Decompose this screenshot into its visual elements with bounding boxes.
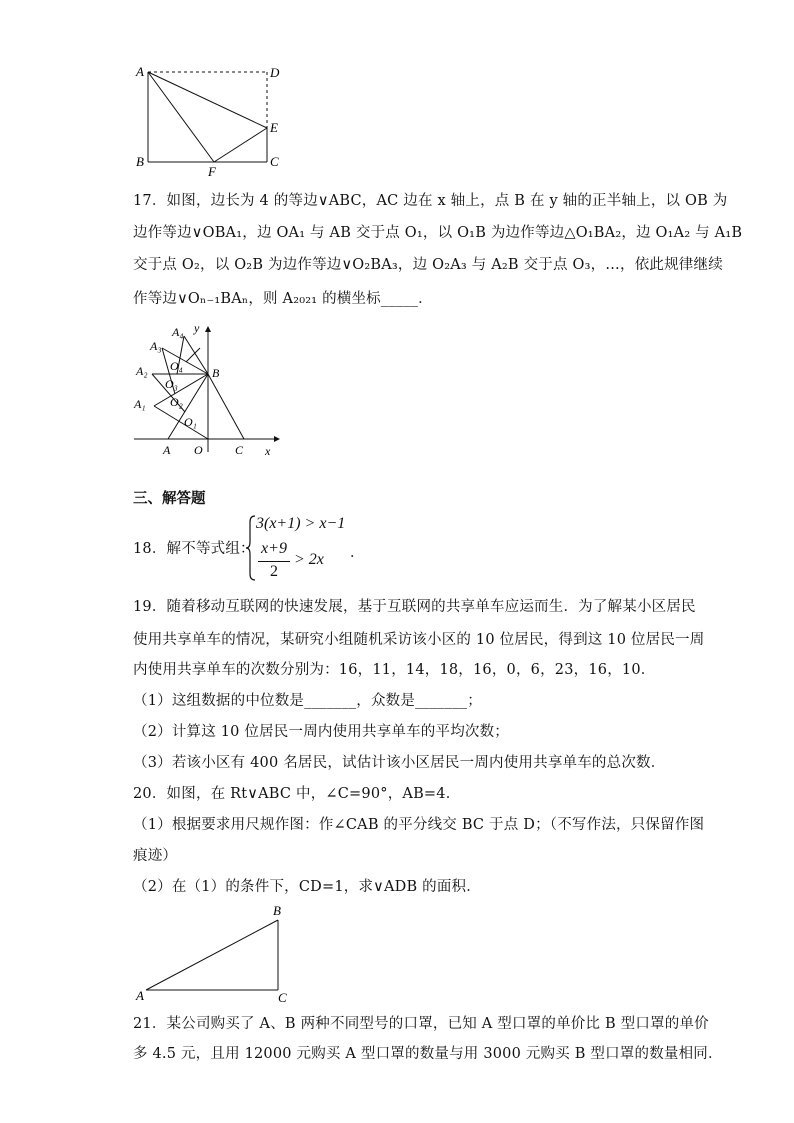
inequality-2-rest: > 2x <box>294 551 324 568</box>
q20-part-2: （2）在（1）的条件下，CD=1，求∨ADB 的面积． <box>133 879 481 895</box>
label-E: E <box>270 120 278 135</box>
label-A: A <box>136 988 144 1003</box>
q21-line-1: 21．某公司购买了 A、B 两种不同型号的口罩，已知 A 型口罩的单价比 B 型口罩的单价 <box>133 1016 709 1032</box>
label-B: B <box>273 903 281 918</box>
q19-line-1: 19．随着移动互联网的快速发展，基于互联网的共享单车应运而生．为了解某小区居民 <box>133 599 696 615</box>
label-D: D <box>270 65 280 80</box>
q21-line-2: 多 4.5 元，且用 12000 元购买 A 型口罩的数量与用 3000 元购买 B 型口罩的数量相同． <box>133 1046 723 1062</box>
q19-part-1: （1）这组数据的中位数是_______，众数是_______； <box>133 693 482 709</box>
label-O3: O₃ <box>165 377 178 391</box>
label-O: O <box>194 443 203 457</box>
q19-line-2: 使用共享单车的情况，某研究小组随机采访该小区的 10 位居民，得到这 10 位居民一周 <box>133 632 705 648</box>
section-heading: 三、解答题 <box>133 490 206 507</box>
q19-line-3: 内使用共享单车的次数分别为：16，11，14，18，16，0，6，23，16，10． <box>133 662 656 678</box>
equilateral-triangles-figure <box>128 318 288 466</box>
right-triangle-figure <box>130 900 300 1008</box>
fraction-denominator: 2 <box>270 563 278 580</box>
label-A: A <box>136 64 144 79</box>
label-A4: A₄ <box>172 325 184 339</box>
label-A2: A₂ <box>136 364 148 378</box>
label-A: A <box>163 443 171 457</box>
label-B: B <box>212 366 220 380</box>
q20-part-1-cont: 痕迹） <box>133 848 178 864</box>
label-C: C <box>235 443 244 457</box>
q20-part-1: （1）根据要求用尺规作图：作∠CAB 的平分线交 BC 于点 D；（不写作法，只保留作图 <box>133 817 705 833</box>
label-A3: A₃ <box>150 339 162 353</box>
label-O1: O₁ <box>184 415 197 429</box>
fraction-numerator: x+9 <box>261 540 287 557</box>
q17-line-3: 交于点 O₂，以 O₂B 为边作等边∨O₂BA₃，边 O₂A₃ 与 A₂B 交于点 O₃，…，依此规律继续 <box>133 257 723 273</box>
q17-line-4: 作等边∨Oₙ₋₁BAₙ，则 A₂₀₂₁ 的横坐标_____． <box>133 291 433 307</box>
q18-suffix: ． <box>350 545 365 561</box>
q18-prefix: 18．解不等式组： <box>133 541 255 557</box>
q19-part-3: （3）若该小区有 400 名居民，试估计该小区居民一周内使用共享单车的总次数． <box>133 755 666 771</box>
q20-line-1: 20．如图，在 Rt∨ABC 中，∠C=90°，AB=4． <box>133 786 461 802</box>
label-x: x <box>265 444 271 458</box>
label-O4: O₄ <box>170 359 183 373</box>
q19-part-2: （2）计算这 10 位居民一周内使用共享单车的平均次数； <box>133 724 509 740</box>
fraction-bar <box>258 561 290 562</box>
label-C: C <box>270 154 279 169</box>
label-F: F <box>208 164 216 178</box>
q17-line-1: 17．如图，边长为 4 的等边∨ABC，AC 边在 x 轴上，点 B 在 y 轴的正半轴上，以 OB 为 <box>133 193 728 209</box>
label-y: y <box>194 321 200 335</box>
label-A1: A₁ <box>134 397 146 411</box>
inequality-1: 3(x+1) > x−1 <box>256 515 346 532</box>
rectangle-fold-figure <box>130 60 290 178</box>
label-B: B <box>136 154 144 169</box>
label-C: C <box>278 990 287 1005</box>
label-O2: O₂ <box>170 395 183 409</box>
q17-line-2: 边作等边∨OBA₁，边 OA₁ 与 AB 交于点 O₁，以 O₁B 为边作等边△O₁BA₂，边 O₁A₂ 与 A₁B <box>133 225 743 241</box>
